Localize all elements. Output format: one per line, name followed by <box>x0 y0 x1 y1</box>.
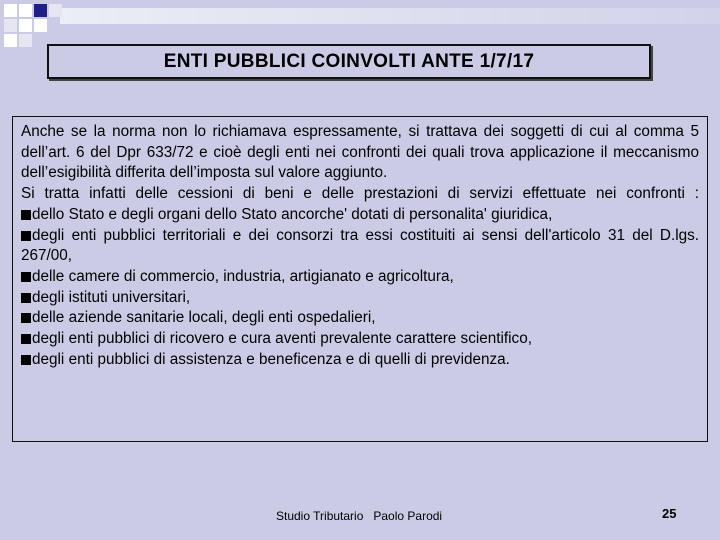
deco-square-light <box>49 4 62 17</box>
slide-title-text: ENTI PUBBLICI COINVOLTI ANTE 1/7/17 <box>163 50 535 72</box>
deco-square-white <box>4 34 17 47</box>
intro-paragraph: Si tratta infatti delle cessioni di beni e delle prestazioni di servizi effettuate nei confronti : <box>21 185 699 203</box>
list-item <box>21 329 699 350</box>
list-item-text: delle aziende sanitarie locali, degli enti ospedalieri, <box>32 309 376 327</box>
deco-square-white <box>34 19 47 32</box>
deco-square-white <box>4 4 17 17</box>
slide-title <box>47 44 651 79</box>
square-bullet-icon <box>21 355 31 365</box>
list-item-text: dello Stato e degli organi dello Stato ancorche' dotati di personalita' giuridica, <box>32 205 553 223</box>
deco-square-white <box>19 19 32 32</box>
square-bullet-icon <box>21 313 31 323</box>
list-item <box>21 226 699 267</box>
content-box <box>12 116 708 442</box>
list-item-text: degli enti pubblici di ricovero e cura aventi prevalente carattere scientifico, <box>32 330 532 348</box>
header-strip <box>60 8 720 24</box>
list-item-text: degli enti pubblici di assistenza e beneficenza e di quelli di previdenza. <box>32 350 510 368</box>
deco-square-blue <box>34 4 47 17</box>
square-bullet-icon <box>21 293 31 303</box>
list-item <box>21 350 699 371</box>
deco-square-light <box>19 34 32 47</box>
deco-square-white <box>19 4 32 17</box>
square-bullet-icon <box>21 210 31 220</box>
deco-square-light <box>4 19 17 32</box>
list-item-text: degli istituti universitari, <box>32 288 191 306</box>
list-item <box>21 308 699 329</box>
page-number: 25 <box>662 506 677 521</box>
square-bullet-icon <box>21 334 31 344</box>
list-item-text: delle camere di commercio, industria, artigianato e agricoltura, <box>32 267 454 285</box>
list-item <box>21 205 699 226</box>
square-bullet-icon <box>21 231 31 241</box>
footer-text: Studio Tributario Paolo Parodi <box>276 509 443 523</box>
list-item <box>21 267 699 288</box>
header-decoration <box>0 0 720 50</box>
list-item-text: degli enti pubblici territoriali e dei consorzi tra essi costituiti ai sensi dell'articolo 31 del D.lgs. 267/00, <box>21 226 699 265</box>
list-item <box>21 288 699 309</box>
square-bullet-icon <box>21 272 31 282</box>
intro-paragraph: Anche se la norma non lo richiamava espressamente, si trattava dei soggetti di cui al comma 5 dell’art. 6 del Dpr 633/72 e cioè degli enti nei confronti dei quali trova applicazione il meccanismo dell’esigibilità differita dell’imposta sul valore aggiunto. <box>21 123 699 182</box>
